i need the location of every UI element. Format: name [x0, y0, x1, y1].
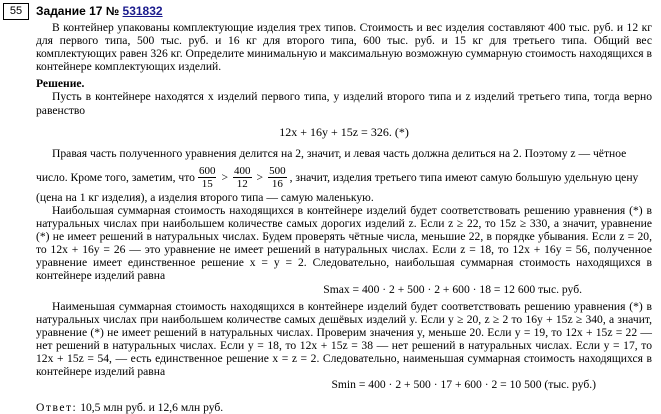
solution-paragraph-4: Наибольшая суммарная стоимость находящихся в контейнере изделий будет соответствовать решению уравнения (*) в натуральных числах при наибольшем количестве самых дорогих изделий z. Если z ≥ 22, то 15z ≥ 330, а значит, уравнение (*) не имеет решений в натуральных числах. Будем проверять чётные числа, меньшие 22, в порядке убывания. Если z = 20, то 12x + 16y = 26 — это уравнение не имеет решений в натуральных числах. Если z = 18, то 12x + 16y = 56, полученное уравнение имеет единственное решение x = y = 2. Следовательно, наибольшая суммарная стоимость находящихся в контейнере изделий равна — [36, 203, 652, 283]
solution-paragraph-2: Правая часть полученного уравнения делится на 2, значит, и левая часть должна делиться на 2. Поэтому z — чётное — [52, 146, 627, 160]
solution-paragraph-1: Пусть в контейнере находятся x изделий первого типа, y изделий второго типа и z изделий третьего типа, тогда верно равенство — [36, 90, 652, 117]
fraction-numerator: 400 — [234, 164, 251, 177]
fraction-500-16 — [268, 165, 287, 190]
task-title: Задание 17 № — [36, 4, 120, 18]
fraction-numerator: 600 — [198, 164, 216, 177]
greater-sign: > — [221, 170, 229, 184]
answer-label: Ответ: — [36, 401, 78, 414]
answer-value: 10,5 млн руб. и 12,6 млн руб. — [80, 401, 224, 414]
task-header — [36, 4, 163, 18]
fraction-400-12 — [233, 165, 252, 190]
main-equation: 12x + 16y + 15z = 326. (*) — [279, 124, 409, 139]
task-id-link[interactable]: 531832 — [122, 4, 163, 18]
fraction-600-15 — [198, 165, 217, 190]
smin-formula: Smin = 400 · 2 + 500 · 17 + 600 · 2 = 10 500 (тыс. руб.) — [331, 378, 596, 392]
solution-label: Решение. — [36, 77, 85, 91]
fraction-denominator: 15 — [201, 177, 213, 190]
task-number-box: 55 — [3, 3, 29, 20]
fraction-denominator: 12 — [236, 177, 248, 190]
paragraph-3-start: число. Кроме того, заметим, что — [36, 170, 195, 184]
smax-formula: Smax = 400 · 2 + 500 · 2 + 600 · 18 = 12 600 тыс. руб. — [323, 282, 582, 296]
fraction-comparison-line — [36, 165, 652, 190]
problem-condition: В контейнер упакованы комплектующие изделия трех типов. Стоимость и вес изделия составляют 400 тыс. руб. и 12 кг для первого типа, 500 тыс. руб. и 16 кг для второго типа, 600 тыс. руб. и 15 кг для третьего типа. Общий вес комплектующих равен 326 кг. Определите минимальную и максимальную возможную суммарную стоимость находящихся в контейнере комплектующих изделий. — [36, 21, 652, 74]
greater-sign: > — [256, 170, 264, 184]
paragraph-3-continuation: (цена на 1 кг изделия), а изделия второго типа — самую маленькую. — [36, 190, 374, 204]
paragraph-3-end: , значит, изделия третьего типа имеют самую большую удельную цену — [289, 170, 639, 184]
solution-paragraph-5: Наименьшая суммарная стоимость находящихся в контейнере изделий будет соответствовать решению уравнения (*) в натуральных числах при наибольшем количестве самых дешёвых изделий y. Если y ≥ 20, z ≥ 2 то 16y + 15z ≥ 340, а значит, уравнение (*) не имеет решений в натуральных числах. Проверим значения y, меньше 20. Если y = 19, то 12x + 15z = 22 — нет решений в натуральных числах. Если y = 18, то 12x + 15z = 38 — нет решений в натуральных числах. Если y = 17, то 12x + 15z = 54, — есть единственное решение x = z = 2. Следовательно, наименьшая суммарная стоимость находящихся в контейнере изделий равна — [36, 299, 652, 379]
smax-row — [36, 283, 652, 296]
fraction-denominator: 16 — [271, 177, 283, 190]
task-content — [36, 21, 652, 414]
smin-row — [36, 378, 652, 391]
answer-line — [36, 401, 652, 414]
fraction-numerator: 500 — [269, 164, 286, 177]
